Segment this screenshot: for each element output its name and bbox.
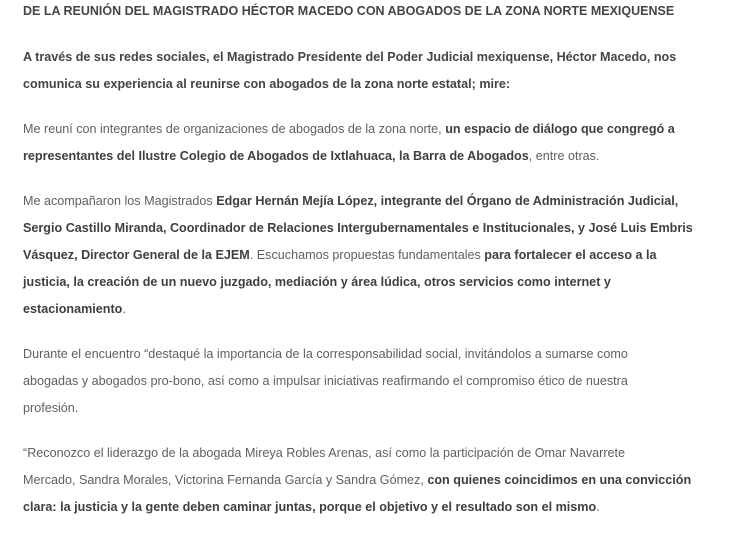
- magistrates-highlight: para fortalecer el acceso a la: [484, 248, 657, 262]
- magistrates-line-4: [23, 269, 725, 296]
- intro-line-1: A través de sus redes sociales, el Magistrado Presidente del Poder Judicial mexiquense, Héctor Macedo, nos: [23, 50, 677, 64]
- magistrates-highlight: estacionamiento: [23, 302, 123, 316]
- recognition-line-1: “Reconozco el liderazgo de la abogada Mireya Robles Arenas, así como la participación de Omar Navarrete: [23, 446, 626, 460]
- encounter-line-2: abogadas y abogados pro-bono, así como a impulsar iniciativas reafirmando el compromiso ético de nuestra: [23, 374, 628, 388]
- intro-paragraph: [23, 44, 725, 98]
- magistrates-highlight: Vásquez, Director General de la EJEM: [23, 248, 250, 262]
- magistrates-highlight: justicia, la creación de un nuevo juzgado, mediación y área lúdica, otros servicios como internet y: [23, 275, 611, 289]
- meeting-line-1: [23, 116, 725, 143]
- encounter-line-3: profesión.: [23, 401, 79, 415]
- article-headline: DE LA REUNIÓN DEL MAGISTRADO HÉCTOR MACEDO CON ABOGADOS DE LA ZONA NORTE MEXIQUENSE: [23, 4, 675, 18]
- encounter-line-1: Durante el encuentro “destaqué la importancia de la corresponsabilidad social, invitándolos a sumarse como: [23, 347, 628, 361]
- recognition-line-2: [23, 467, 725, 494]
- magistrates-line-3: [23, 242, 725, 269]
- meeting-text: Me reuní con integrantes de organizaciones de abogados de la zona norte,: [23, 122, 446, 136]
- meeting-highlight: representantes del Ilustre Colegio de Abogados de Ixtlahuaca, la Barra de Abogados: [23, 149, 529, 163]
- intro-line-2: comunica su experiencia al reunirse con abogados de la zona norte estatal; mire:: [23, 77, 511, 91]
- magistrates-line-1: [23, 188, 725, 215]
- meeting-highlight: un espacio de diálogo que congregó a: [445, 122, 675, 136]
- recognition-text: .: [596, 500, 600, 514]
- magistrates-text: . Escuchamos propuestas fundamentales: [249, 248, 485, 262]
- magistrates-text: Me acompañaron los Magistrados: [23, 194, 217, 208]
- magistrates-line-2: [23, 215, 725, 242]
- recognition-paragraph: [23, 440, 725, 521]
- recognition-text: Mercado, Sandra Morales, Victorina Fernanda García y Sandra Gómez,: [23, 473, 428, 487]
- meeting-text: , entre otras.: [528, 149, 600, 163]
- magistrates-highlight: Edgar Hernán Mejía López, integrante del Órgano de Administración Judicial,: [216, 194, 679, 208]
- magistrates-paragraph: [23, 188, 725, 323]
- meeting-line-2: [23, 143, 725, 170]
- magistrates-text: .: [122, 302, 126, 316]
- recognition-line-3: [23, 494, 725, 521]
- recognition-highlight: clara: la justicia y la gente deben caminar juntas, porque el objetivo y el resultado son el mismo: [23, 500, 597, 514]
- encounter-paragraph: [23, 341, 725, 422]
- magistrates-line-5: [23, 296, 725, 323]
- recognition-highlight: con quienes coincidimos en una convicción: [427, 473, 692, 487]
- magistrates-highlight: Sergio Castillo Miranda, Coordinador de Relaciones Intergubernamentales e Institucionales, y José Luis Embris: [23, 221, 693, 235]
- meeting-paragraph: [23, 116, 725, 170]
